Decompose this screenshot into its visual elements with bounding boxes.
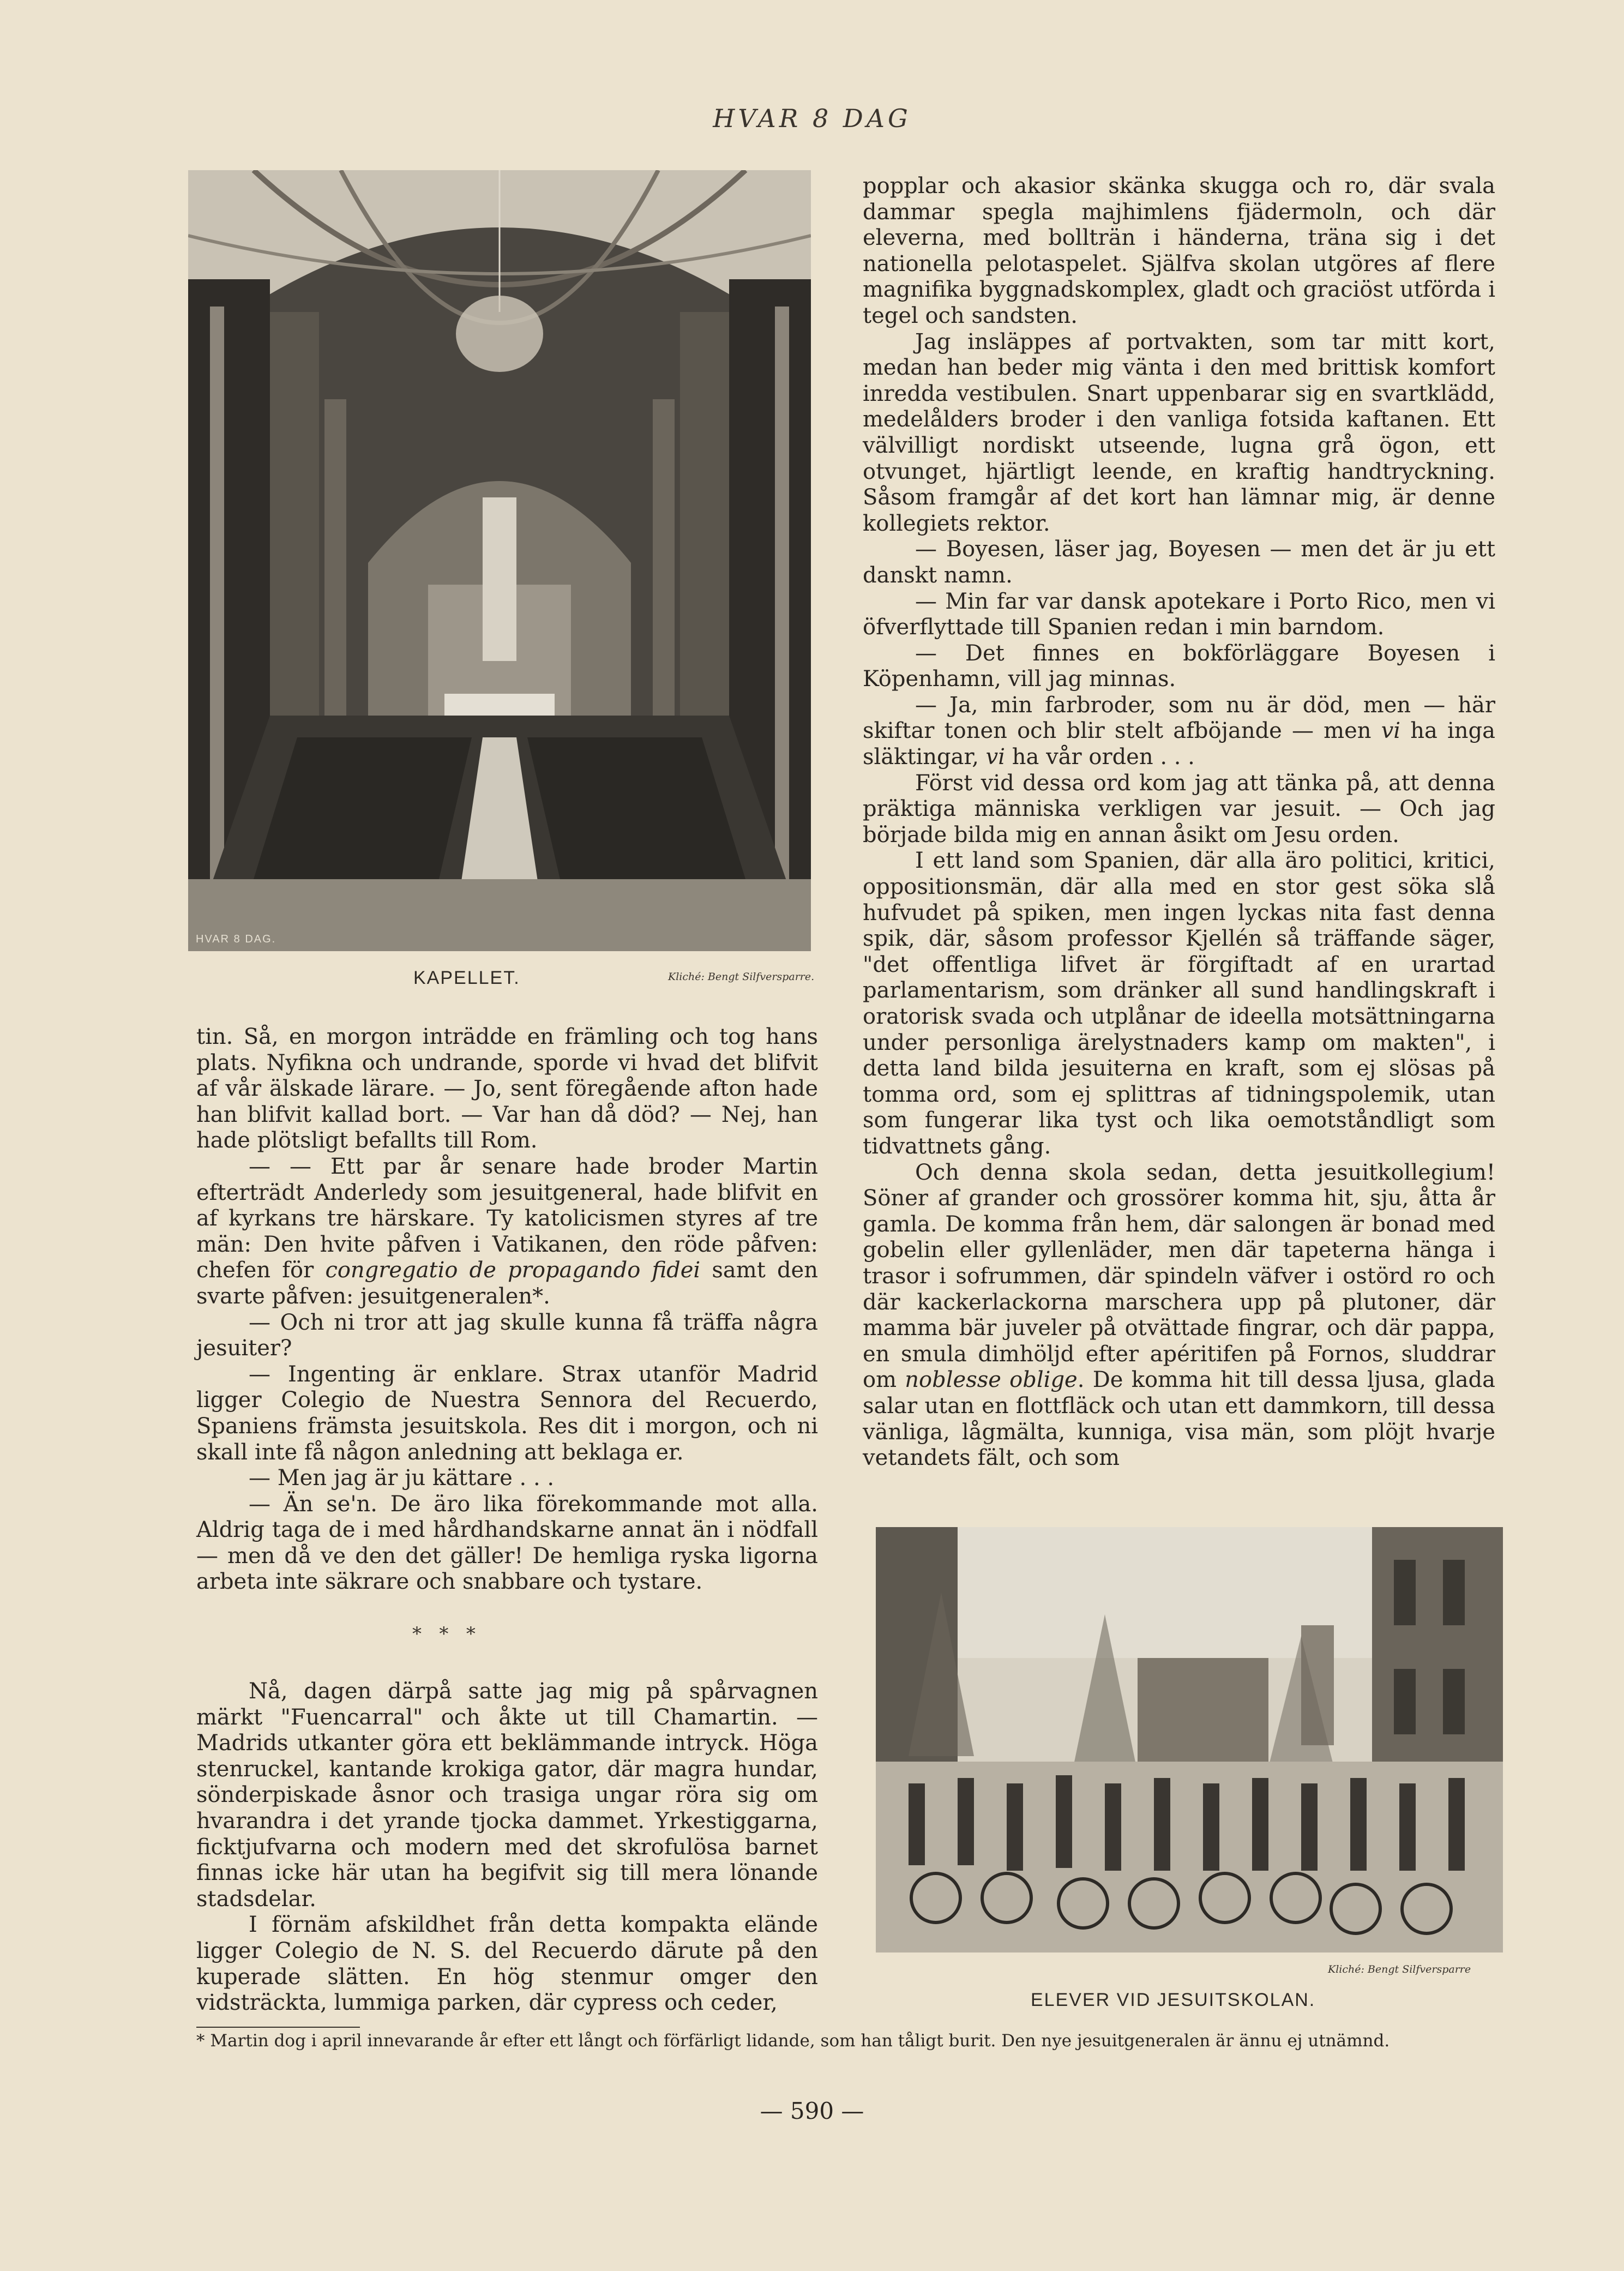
left-paragraph: — Men jag är ju kättare . . . [249,1465,555,1491]
right-paragraph [863,1160,1495,1471]
running-header: HVAR 8 DAG [713,104,911,133]
chapel-credit: Kliché: Bengt Silfversparre. [668,971,815,983]
footnote: * Martin dog i april innevarande år efter ett långt och förfärligt lidande, som han tåligt burit. Den nye jesuitgeneralen är ännu ej utnämnd. [196,2031,1390,2051]
text-run: — — Ett par år senare hade broder Martin efterträdt Anderledy som jesuitgeneral, hade blifvit en af kyrkans tre härskare. Ty katolicismen styres af tre män: Den hvite påfven i Vatikanen, den röde påfven: chefen för [196,1153,818,1283]
chapel-photo [188,170,811,951]
right-paragraph: popplar och akasior skänka skugga och ro, där svala dammar spegla majhimlens fjädermoln, och där eleverna, med bollträn i händerna, träna sig i det nationella pelotaspelet. Själfva skolan utgöres af flere magnifika byggnadskomplex, gladt och graciöst utförda i tegel och sandsten. [863,173,1495,328]
left-column-lower [196,1679,818,2016]
left-paragraph: — Ingenting är enklare. Strax utanför Madrid ligger Colegio de Nuestra Sennora del Recuerdo, Spaniens främsta jesuitskola. Res dit i morgon, och ni skall inte få någon anledning att beklaga er. [196,1361,818,1465]
emphasis: vi [1381,718,1401,744]
right-paragraph: I ett land som Spanien, där alla äro politici, kritici, oppositionsmän, där alla med en stor gest söka slå hufvudet på spiken, men ingen lyckas nita fast denna spik, där, såsom professor Kjellén så träffande säger, "det offentliga lifvet är förgiftadt af en urartad parlamentarism, som dränker all sund handlingskraft i oratorisk svada och utplånar de ideella motsättningarna under personliga ärelystnaders kamp om makten", i detta land bilda jesuiterna en kraft, som ej slösas på tomma ord, som ej splittras af tidningspolemik, utan som fungerar lika tyst och lika oemotståndligt som tidvattnets gång. [863,848,1495,1159]
section-break: * * * [412,1623,476,1645]
school-credit: Kliché: Bengt Silfversparre [1328,1963,1471,1975]
page-number: — 590 — [760,2098,864,2124]
chapel-illustration [188,170,811,951]
text-run: ha inga släktingar, [863,718,1496,770]
right-paragraph: — Boyesen, läser jag, Boyesen — men det är ju ett danskt namn. [863,537,1495,588]
text-run: Och denna skola sedan, detta jesuitkollegium! Söner af grander och grossörer komma hit, sju, åtta år gamla. De komma från hem, där salongen är bonad med gobelin eller gyllenläder, men där tapeterna hänga i trasor i sofrummen, där spindeln väfver i ostörd ro och där kackerlackorna marschera upp på plutoner, där mamma bär juveler på otvättade fingrar, och där pappa, en smula dimhöljd efter apéritifen på Fornos, sluddrar om [863,1159,1495,1393]
left-paragraph: — Än se'n. De äro lika förekommande mot alla. Aldrig taga de i med hårdhandskarne annat än i nödfall — men då ve den det gäller! De hemliga ryska ligorna arbeta inte säkrare och snabbare och tystare. [196,1491,818,1595]
school-illustration [876,1527,1503,1952]
school-photo [876,1527,1503,1952]
right-column [863,173,1495,1471]
right-paragraph: — Det finnes en bokförläggare Boyesen i Köpenhamn, vill jag minnas. [863,640,1495,692]
left-paragraph: — Och ni tror att jag skulle kunna få träffa några jesuiter? [196,1309,818,1361]
latin-phrase: congregatio de propagando fidei [325,1258,701,1283]
french-phrase: noblesse oblige [905,1367,1078,1393]
left-paragraph: tin. Så, en morgon inträdde en främling och tog hans plats. Nyfikna och undrande, sporde vi hvad det blifvit af vår älskade lärare. — Jo, sent föregående afton hade han blifvit kallad bort. — Var han då död? — Nej, han hade plötsligt befallts till Rom. [196,1024,818,1153]
text-run: . De komma hit till dessa ljusa, glada salar utan en flottfläck och utan ett dammkorn, till dessa vänliga, lågmälta, kunniga, visa män, som plöjt hvarje vetandets fält, och som [863,1367,1496,1471]
school-caption: ELEVER VID JESUITSKOLAN. [1031,1990,1316,2010]
right-paragraph: Först vid dessa ord kom jag att tänka på, att denna präktiga människa verkligen var jesuit. — Och jag började bilda mig en annan åsikt om Jesu orden. [863,770,1495,848]
text-run: — Ja, min farbroder, som nu är död, men — här skiftar tonen och blir stelt afböjande — men [863,692,1495,744]
right-paragraph: Jag insläppes af portvakten, som tar mitt kort, medan han beder mig vänta i den med brittisk komfort inredda vestibulen. Snart uppenbarar sig en svartklädd, medelålders broder i den vanliga fotsida kaftanen. Ett välvilligt nordiskt utseende, lugna grå ögon, ett otvunget, hjärtligt leende, en kraftig handtryckning. Såsom framgår af det kort han lämnar mig, är denne kollegiets rektor. [863,329,1495,536]
right-paragraph [863,693,1495,771]
footnote-rule [196,2027,360,2028]
emphasis: vi [985,744,1006,770]
left-column [196,1024,818,1595]
left-paragraph: I förnäm afskildhet från detta kompakta elände ligger Colegio de N. S. del Recuerdo därute på den kuperade slätten. En hög stenmur omger den vidsträckta, lummiga parken, där cypress och ceder, [196,1912,818,2016]
photo-watermark: HVAR 8 DAG. [196,933,276,945]
left-paragraph: Nå, dagen därpå satte jag mig på spårvagnen märkt "Fuencarral" och åkte ut till Chamartin. — Madrids utkanter göra ett beklämmande intryck. Höga stenruckel, kantande krokiga gator, där magra hundar, sönderpiskade åsnor och trasiga ungar röra sig om hvarandra i det yrande tjocka dammet. Yrkestiggarna, ficktjufvarna och modern med det skrofulösa barnet finnas icke här utan ha begifvit sig till mera lönande stadsdelar. [196,1679,818,1912]
text-run: ha vår orden . . . [1005,744,1195,770]
text-run: samt den svarte påfven: jesuitgeneralen*. [196,1258,818,1309]
right-paragraph: — Min far var dansk apotekare i Porto Rico, men vi öfverflyttade till Spanien redan i min barndom. [863,588,1495,640]
chapel-caption: KAPELLET. [413,968,520,988]
left-paragraph [196,1154,818,1310]
